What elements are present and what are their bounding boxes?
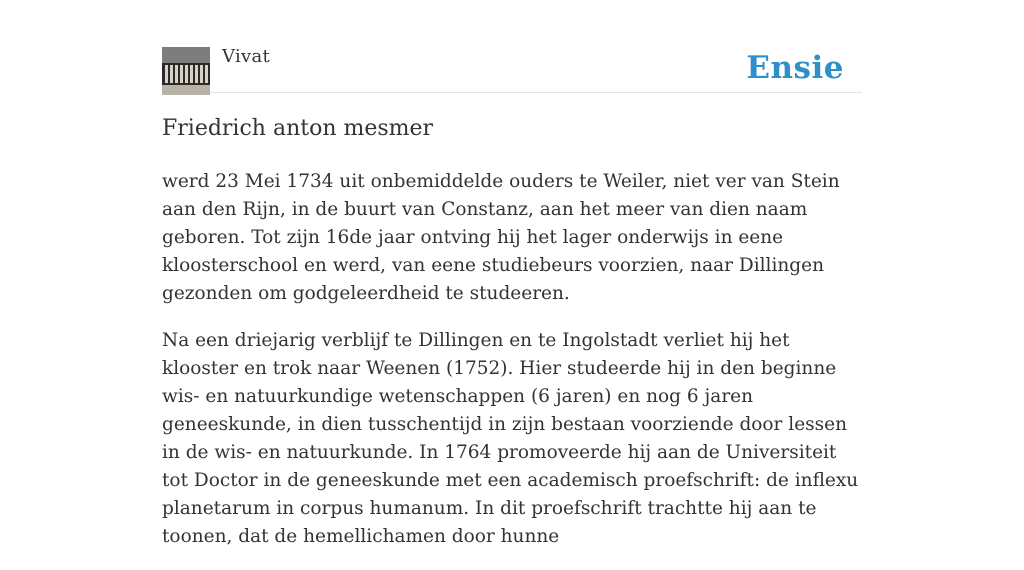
avatar-image: [162, 47, 210, 95]
article-title: Friedrich anton mesmer: [162, 116, 434, 141]
article-paragraph: werd 23 Mei 1734 uit onbemiddelde ouders te Weiler, niet ver van Stein aan den Rijn, in de buurt van Constanz, aan het meer van dien naam geboren. Tot zijn 16de jaar ontving hij het lager onderwijs in eene kloosterschool en werd, van eene studiebeurs voorzien, naar Dillingen gezonden om godgeleerdheid te studeeren.: [162, 171, 840, 304]
author-avatar[interactable]: [162, 47, 210, 95]
header: [162, 0, 862, 93]
page-container: [162, 0, 862, 547]
article-body: [162, 168, 862, 570]
brand-logo[interactable]: Ensie: [746, 50, 844, 86]
author-name[interactable]: Vivat: [222, 46, 271, 67]
article-paragraph: Na een driejarig verblijf te Dillingen en te Ingolstadt verliet hij het klooster en trok naar Weenen (1752). Hier studeerde hij in den beginne wis- en natuurkundige wetenschappen (6 jaren) en nog 6 jaren geneeskunde, in dien tusschentijd in zijn bestaan voorziende door lessen in de wis- en natuurkunde. In 1764 promoveerde hij aan de Universiteit tot Doctor in de geneeskunde met een academisch proefschrift: de inflexu planetarum in corpus humanum. In dit proefschrift trachtte hij aan te toonen, dat de hemellichamen door hunne: [162, 330, 859, 547]
